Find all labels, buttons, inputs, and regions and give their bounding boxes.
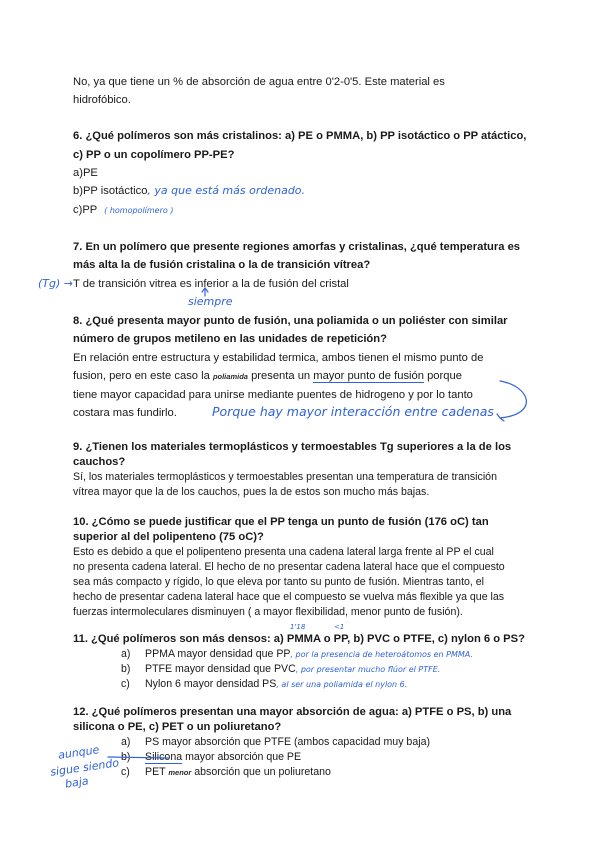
q12-title-1: 12. ¿Qué polímeros presentan una mayor absorción de agua: a) PTFE o PS, b) una [73,706,512,718]
q12-item-c [121,765,331,780]
q12-item-c-text-a: PET [145,766,166,778]
q7-answer: T de transición vitrea es inferior a la de fusión del cristal [73,278,349,290]
q6-answer-b [73,184,305,198]
q12-item-c-marker: c) [121,766,130,778]
q7-title-1: 7. En un polímero que presente regiones amorfas y cristalinas, ¿qué temperatura es [73,241,521,253]
q6-answer-a: a)PE [73,167,98,179]
q12-item-b-underlined: Silicona [145,751,183,763]
q8-line-2 [73,369,462,384]
q12-item-c-text-b: absorción que un poliuretano [194,766,331,778]
q11-item-c [121,677,407,692]
q11-item-a [121,647,473,662]
q9-title-2: cauchos? [73,456,126,468]
q10-line-2: no presenta cadena lateral. El hecho de no presentar cadena lateral hace que el compuesto [73,561,505,573]
q6-answer-b-handnote: , ya que está más ordenado. [147,184,306,197]
q11-title: 11. ¿Qué polímeros son más densos: a) PMMA o PP, b) PVC o PTFE, c) nylon 6 o PS? [73,633,525,645]
q10-line-1: Esto es debido a que el polipenteno presenta una cadena lateral larga frente al PP el cual [73,546,494,558]
q11-item-b [121,662,440,677]
q7-title-2: más alta la de fusión cristalina o la de transición vítrea? [73,259,371,271]
q11-item-c-handnote: , al ser una poliamida el nylon 6. [276,680,408,689]
q12-item-a-text: PS mayor absorción que PTFE (ambos capacidad muy baja) [145,736,430,748]
q8-title-2: número de grupos metileno en las unidades de repetición? [73,333,387,345]
q8-line-4: costara mas fundirlo. [73,407,177,419]
q7-tg-handnote: (Tg) → [38,277,73,290]
q10-line-3: sea más compacto y rígido, lo que eleva por tanto su punto de fusión. Mientras tanto, el [73,576,485,588]
q12-title-2: silicona o PE, c) PET o un poliuretano? [73,721,282,733]
q12-item-b-text: mayor absorción que PE [185,751,302,763]
q11-density-note-2: <1 [334,623,345,631]
q6-answer-b-text: b)PP isotáctico [73,185,148,197]
q8-line-2c: porque [427,370,462,382]
q6-answer-c [73,203,173,218]
q8-connector-arrowhead [497,414,504,421]
q6-answer-c-handnote: ( homopolímero ) [104,206,174,215]
q11-item-a-marker: a) [121,648,131,660]
q8-line-2a: fusion, pero en este caso la [73,370,210,382]
intro-line-2: hidrofóbico. [73,94,131,106]
q7-siempre-handnote: siempre [188,295,233,308]
q12-item-a [121,735,430,749]
q11-item-a-text: PPMA mayor densidad que PP [145,648,291,660]
q11-item-a-handnote: , por la presencia de heteroátomos en PMMA. [290,650,473,659]
q8-title-1: 8. ¿Qué presenta mayor punto de fusión, una poliamida o un poliéster con similar [73,315,508,327]
q12-margin-note-3: baja [64,774,90,791]
intro-line-1: No, ya que tiene un % de absorción de agua entre 0'2-0'5. Este material es [73,76,445,88]
q12-item-a-marker: a) [121,736,131,748]
q11-item-c-text: Nylon 6 mayor densidad PS [145,678,277,690]
q6-title-2: c) PP o un copolímero PP-PE? [73,149,235,161]
q12-margin-note-1: aunque [57,743,101,762]
q9-line-1: Sí, los materiales termoplásticos y termoestables presentan una temperatura de transición [73,471,497,483]
q12-item-b-marker: b) [121,751,131,763]
q10-title-1: 10. ¿Cómo se puede justificar que el PP tenga un punto de fusión (176 oC) tan [73,516,489,528]
q11-item-c-marker: c) [121,678,130,690]
q11-item-b-text: PTFE mayor densidad que PVC [145,663,296,675]
q10-line-4: hecho de presentar cadena lateral hace que el compuesto se vuelva más flexible ya que las [73,591,505,603]
q12-menor-mark: menor [168,768,192,777]
q11-item-b-handnote: , por presentar mucho flúor el PTFE. [295,665,441,674]
q8-line-1: En relación entre estructura y estabilidad termica, ambos tienen el mismo punto de [73,352,484,364]
q8-line-2b: presenta un [251,370,311,382]
q8-connector-curve [500,381,526,418]
q11-item-b-marker: b) [121,663,131,675]
q8-underlined-phrase: mayor punto de fusión [313,370,424,382]
q10-title-2: superior al del polipenteno (75 oC)? [73,531,264,543]
q8-line-3: tiene mayor capacidad para unirse mediante puentes de hidrogeno y por lo tanto [73,389,473,401]
q6-title-1: 6. ¿Qué polímeros son más cristalinos: a) PE o PMMA, b) PP isotáctico o PP atáctico, [73,130,527,142]
q9-line-2: vítrea mayor que la de los cauchos, pues la de estos son mucho más bajas. [73,486,430,498]
q12-margin-note-2: sigue siendo [49,756,120,779]
q8-handnote: Porque hay mayor interacción entre cadenas [212,404,494,419]
q11-density-note-1: 1'18 [290,623,306,631]
q9-title-1: 9. ¿Tienen los materiales termoplásticos y termoestables Tg superiores a la de los [73,441,512,453]
q8-poliamida-mark: poliamida [212,372,248,381]
q10-line-5: fuerzas intermoleculares disminuyen ( a mayor flexibilidad, menor punto de fusión). [73,606,463,618]
q6-answer-c-text: c)PP [73,204,98,216]
q12-item-b [121,750,301,764]
